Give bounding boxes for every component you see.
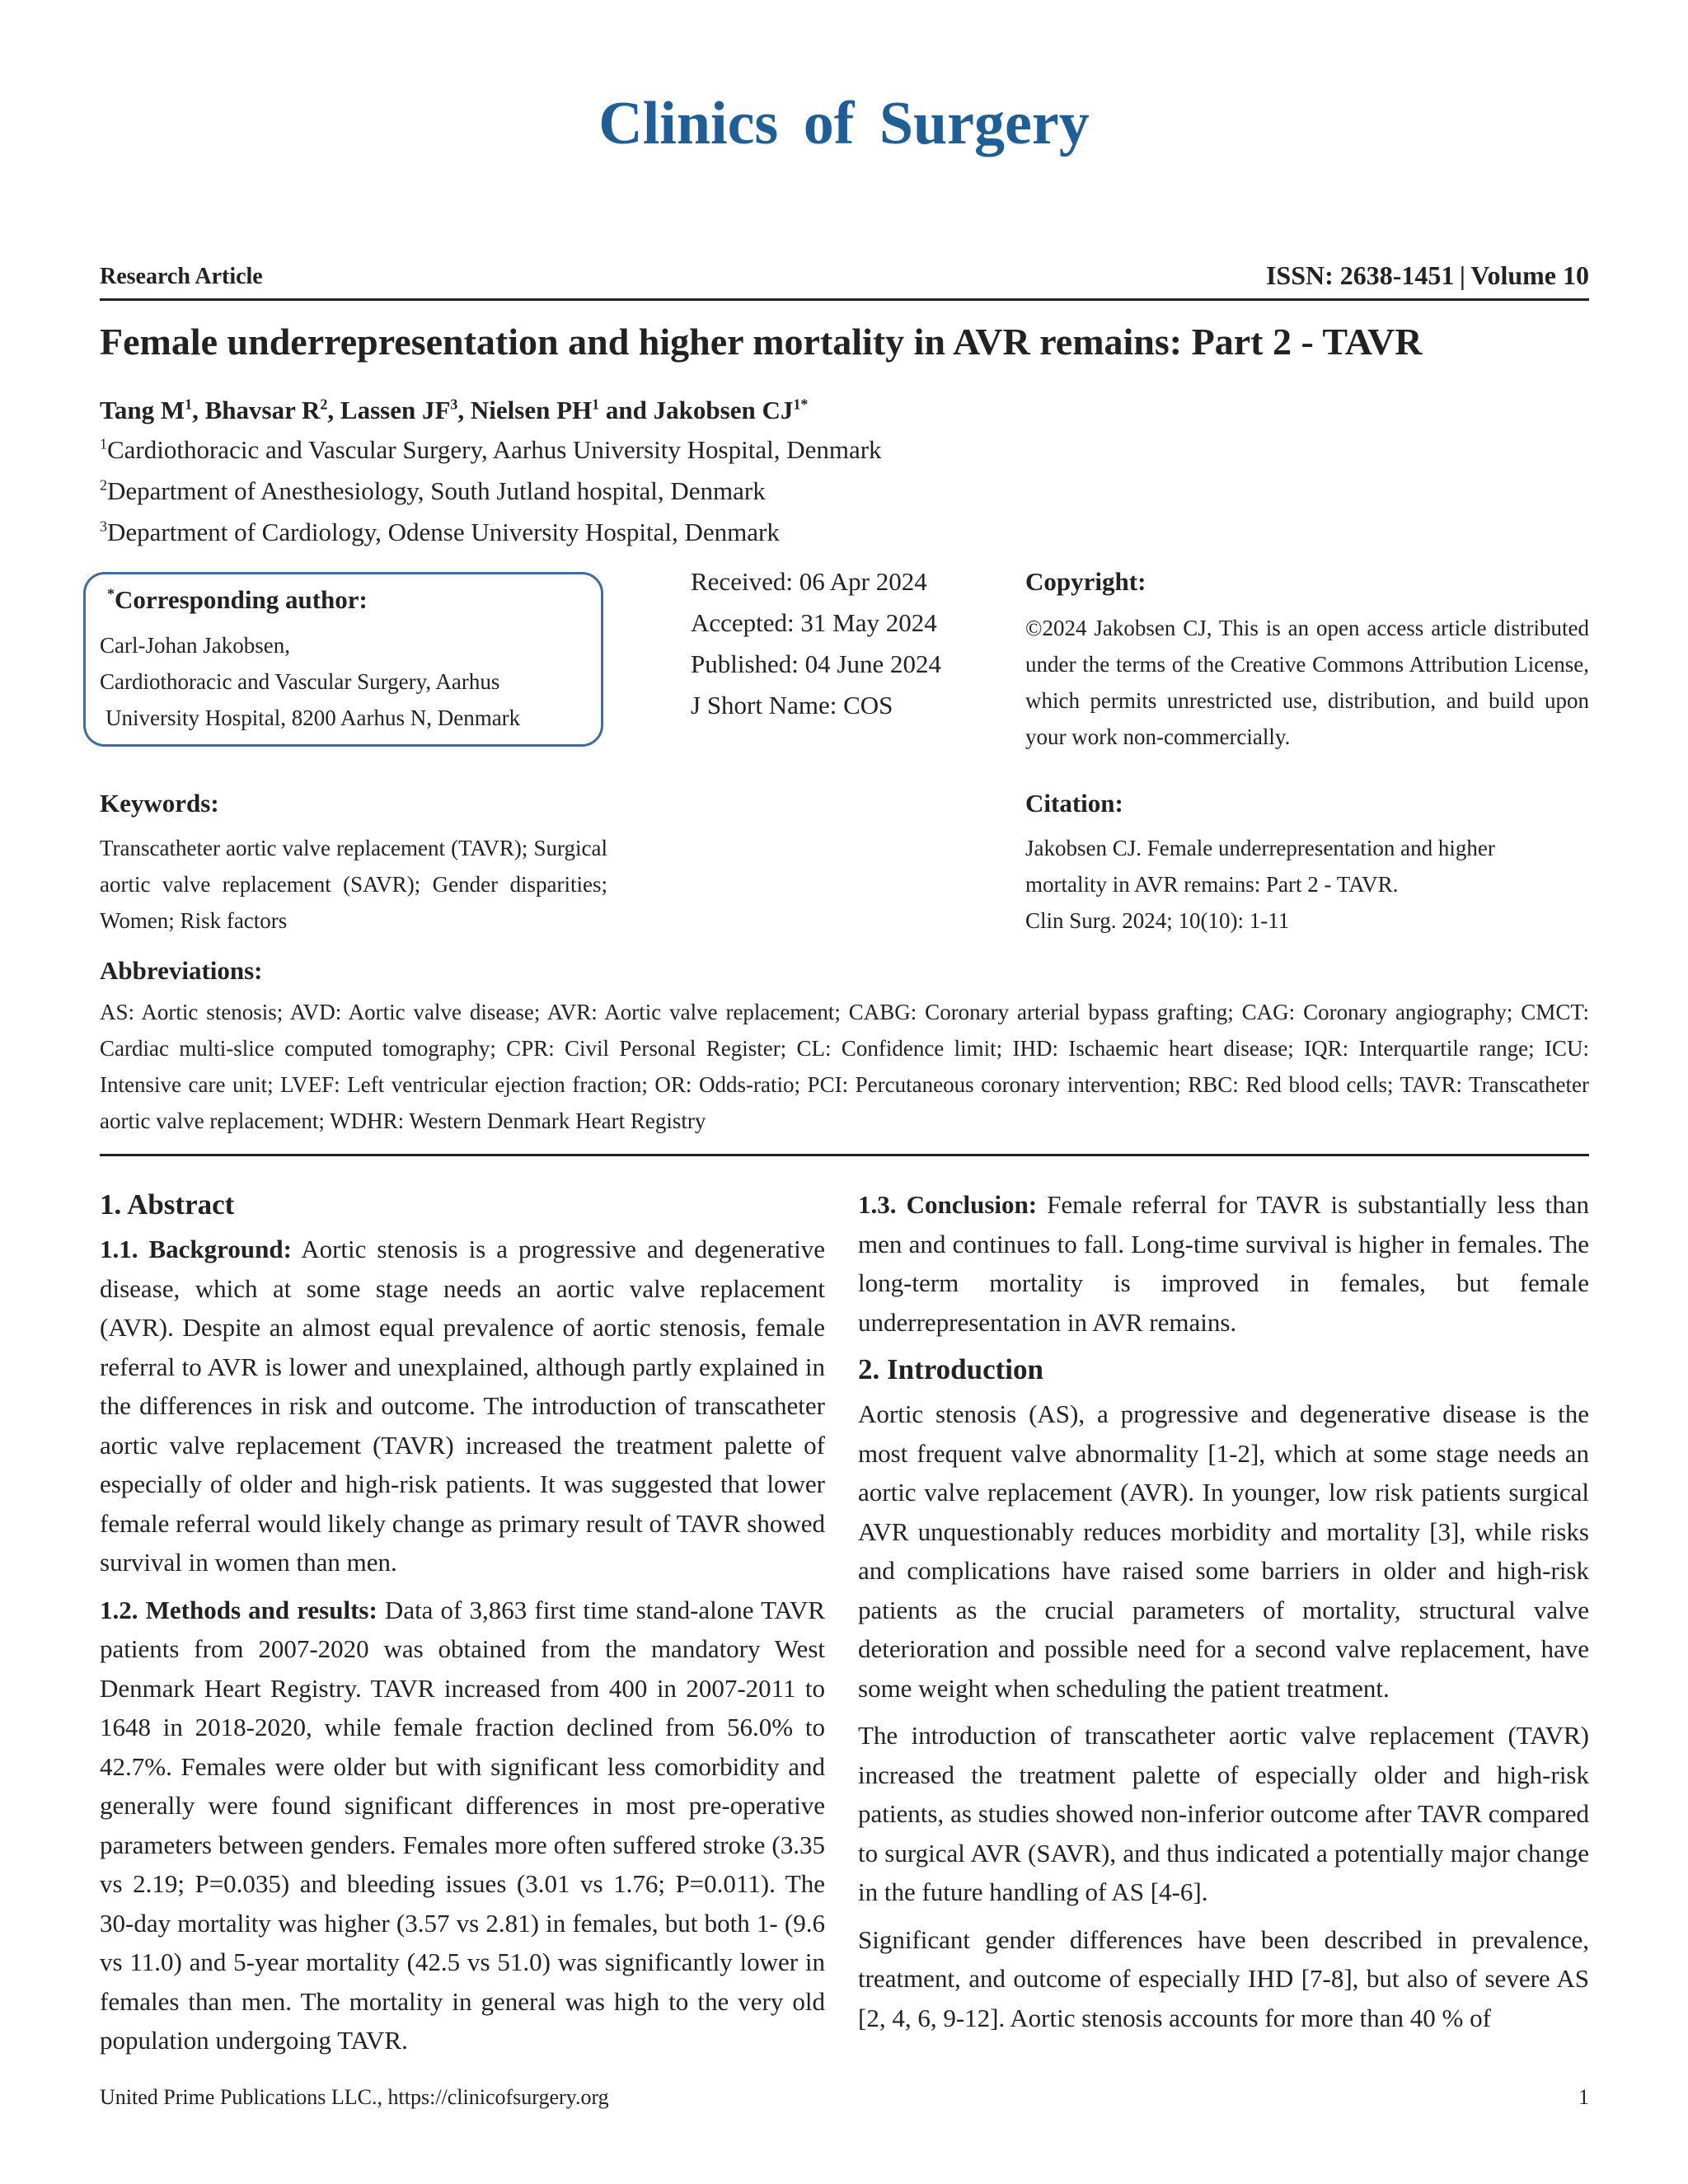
affiliation-number: 3 bbox=[100, 518, 107, 535]
affiliation bbox=[100, 518, 780, 547]
citation-title: Citation: bbox=[1025, 789, 1123, 818]
journal-short-name: J Short Name: COS bbox=[691, 691, 893, 719]
author-separator: , bbox=[457, 396, 471, 424]
affiliation bbox=[100, 476, 766, 506]
author-separator: and bbox=[599, 396, 654, 424]
keywords-title: Keywords: bbox=[100, 789, 219, 818]
corresponding-author-line: Cardiothoracic and Vascular Surgery, Aarhus bbox=[100, 669, 500, 694]
affiliation-number: 1 bbox=[100, 435, 107, 452]
citation-line: Clin Surg. 2024; 10(10): 1-11 bbox=[1025, 908, 1290, 933]
abbreviations-title: Abbreviations: bbox=[100, 956, 263, 985]
introduction-paragraph: Significant gender differences have been described in prevalence, treatment, and outcome of especially IHD [7-8], but also of severe AS [2, 4, 6, 9-12]. Aortic stenosis accounts for more than 40 % of bbox=[858, 1924, 1589, 2032]
author-name: Bhavsar R bbox=[204, 396, 321, 424]
author-name: Tang M bbox=[100, 396, 185, 424]
introduction-paragraph: The introduction of transcatheter aortic valve replacement (TAVR) increased the treatment palette of especially older and high-risk patients, as studies showed non-inferior outcome after TAVR compared to surgical AVR (SAVR), and thus indicated a potentially major change in the future handling of AS [4-6]. bbox=[858, 1721, 1589, 1906]
affiliation bbox=[100, 435, 882, 465]
copyright-text: ©2024 Jakobsen CJ, This is an open access article distributed under the terms of the Creative Commons Attribution License, which permits unrestricted use, distribution, and build upon your work non-commercially. bbox=[1025, 616, 1589, 749]
footer-publisher: United Prime Publications LLC., https://clinicofsurgery.org bbox=[100, 2085, 609, 2109]
author-name: Nielsen PH bbox=[470, 396, 593, 424]
citation-line: Jakobsen CJ. Female underrepresentation and higher bbox=[1025, 836, 1495, 860]
corresponding-author-title bbox=[107, 585, 368, 615]
author-affiliation-mark: 3 bbox=[450, 396, 458, 413]
author-affiliation-mark: 1* bbox=[793, 396, 809, 413]
author-affiliation-mark: 1 bbox=[185, 396, 193, 413]
journal-title: Clinics of Surgery bbox=[598, 90, 1090, 157]
page-number: 1 bbox=[1578, 2085, 1589, 2109]
published-date: Published: 04 June 2024 bbox=[691, 649, 941, 678]
received-date: Received: 06 Apr 2024 bbox=[691, 567, 927, 596]
citation-text bbox=[1025, 830, 1589, 939]
author-list bbox=[100, 396, 808, 425]
affiliation-text: Department of Cardiology, Odense University Hospital, Denmark bbox=[107, 518, 780, 546]
author-name: Lassen JF bbox=[340, 396, 451, 424]
introduction-paragraph: Aortic stenosis (AS), a progressive and degenerative disease is the most frequent valve abnormality [1-2], which at some stage needs an aortic valve replacement (AVR). In younger, low risk patients surgical AVR unquestionably reduces morbidity and mortality [3], while risks and complications have raised some barriers in older and high-risk patients as the crucial parameters of mortality, structural valve deterioration and possible need for a second valve replacement, have some weight when scheduling the patient treatment. bbox=[858, 1399, 1589, 1703]
affiliation-text: Cardiothoracic and Vascular Surgery, Aarhus University Hospital, Denmark bbox=[107, 435, 882, 464]
right-column bbox=[858, 1185, 1589, 2046]
methods-label: 1.2. Methods and results: bbox=[100, 1595, 377, 1624]
author-name: Jakobsen CJ bbox=[653, 396, 794, 424]
copyright-title: Copyright: bbox=[1025, 567, 1146, 596]
section-rule bbox=[100, 1154, 1589, 1156]
background-text: Aortic stenosis is a progressive and degenerative disease, which at some stage needs an aortic valve replacement (AVR). Despite an almost equal prevalence of aortic stenosis, female referral to AVR is lower and unexplained, although partly explained in the differences in risk and outcome. The introduction of transcatheter aortic valve replacement (TAVR) increased the treatment palette of especially of older and high-risk patients. It was suggested that lower female referral would likely change as primary result of TAVR showed survival in women than men. bbox=[100, 1235, 826, 1577]
abstract-methods bbox=[100, 1591, 825, 2060]
citation-line: mortality in AVR remains: Part 2 - TAVR. bbox=[1025, 872, 1399, 897]
abstract-heading: 1. Abstract bbox=[100, 1188, 235, 1221]
introduction-heading: 2. Introduction bbox=[858, 1353, 1043, 1385]
keywords-text: Transcatheter aortic valve replacement (TAVR); Surgical aortic valve replacement (SAVR); Gender disparities; Women; Risk factors bbox=[100, 836, 607, 933]
affiliation-number: 2 bbox=[100, 476, 107, 494]
accepted-date: Accepted: 31 May 2024 bbox=[691, 608, 937, 637]
corresponding-title-text: Corresponding author: bbox=[115, 585, 368, 614]
author-affiliation-mark: 1 bbox=[592, 396, 600, 413]
conclusion-label: 1.3. Conclusion: bbox=[858, 1190, 1038, 1219]
abbreviations-text: AS: Aortic stenosis; AVD: Aortic valve disease; AVR: Aortic valve replacement; CABG: Coronary arterial bypass grafting; CAG: Coronary angiography; CMCT: Cardiac multi-slice computed tomography; CPR: Civil Personal Register; CL: Confidence limit; IHD: Ischaemic heart disease; IQR: Interquartile range; ICU: Intensive care unit; LVEF: Left ventricular ejection fraction; OR: Odds-ratio; PCI: Percutaneous coronary intervention; RBC: Red blood cells; TAVR: Transcatheter aortic valve replacement; WDHR: Western Denmark Heart Registry bbox=[100, 1000, 1589, 1133]
left-column bbox=[100, 1185, 825, 2069]
header-rule bbox=[100, 298, 1589, 301]
corresponding-star: * bbox=[107, 585, 115, 602]
corresponding-author-line: University Hospital, 8200 Aarhus N, Denmark bbox=[106, 705, 521, 730]
author-separator: , bbox=[192, 396, 205, 424]
corresponding-author-line: Carl-Johan Jakobsen, bbox=[100, 633, 290, 658]
issn-volume: ISSN: 2638-1451 | Volume 10 bbox=[1265, 260, 1589, 290]
article-type: Research Article bbox=[100, 264, 263, 289]
abstract-conclusion bbox=[858, 1185, 1589, 1342]
abstract-background bbox=[100, 1230, 825, 1582]
author-affiliation-mark: 2 bbox=[320, 396, 328, 413]
author-separator: , bbox=[327, 396, 340, 424]
methods-text: Data of 3,863 first time stand-alone TAVR patients from 2007-2020 was obtained from the mandatory West Denmark Heart Registry. TAVR increased from 400 in 2007-2011 to 1648 in 2018-2020, while female fraction declined from 56.0% to 42.7%. Females were older but with significant less comorbidity and generally were found significant differences in most pre-operative parameters between genders. Females more often suffered stroke (3.35 vs 2.19; P=0.035) and bleeding issues (3.01 vs 1.76; P=0.011). The 30-day mortality was higher (3.57 vs 2.81) in females, but both 1- (9.6 vs 11.0) and 5-year mortality (42.5 vs 51.0) was significantly lower in females than men. The mortality in general was high to the very old population undergoing TAVR. bbox=[100, 1595, 825, 2055]
affiliation-text: Department of Anesthesiology, South Jutland hospital, Denmark bbox=[107, 476, 766, 505]
conclusion-text: Female referral for TAVR is substantially less than men and continues to fall. Long-time survival is higher in females. The long-term mortality is improved in females, but female underrepresentation in AVR remains. bbox=[858, 1190, 1589, 1337]
background-label: 1.1. Background: bbox=[100, 1235, 292, 1263]
article-title: Female underrepresentation and higher mortality in AVR remains: Part 2 - TAVR bbox=[100, 321, 1423, 363]
